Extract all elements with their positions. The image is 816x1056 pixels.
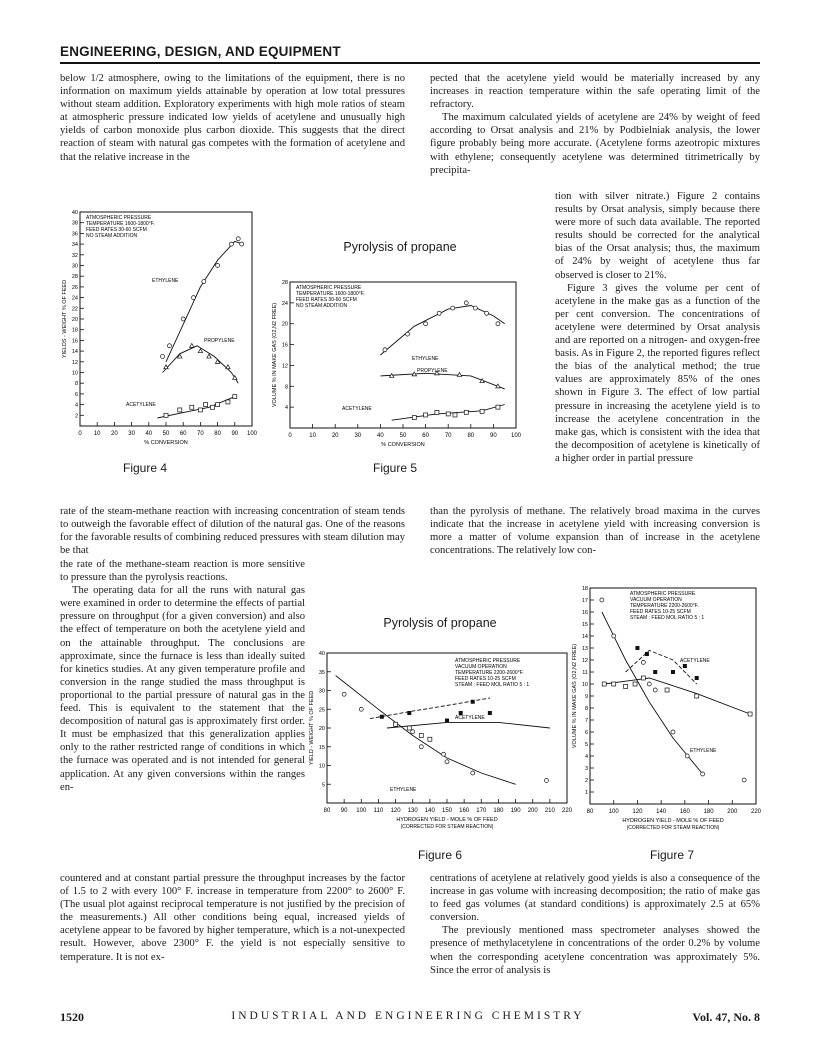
legend-text: FEED RATES 10-25 SCFM bbox=[630, 609, 691, 615]
data-point bbox=[192, 296, 196, 300]
y-tick-label: 2 bbox=[584, 778, 588, 784]
data-point bbox=[602, 682, 606, 686]
paragraph: pected that the acetylene yield would be materially increased by any increases in reaction temperature within the safe operating limit of the refractory. bbox=[430, 73, 760, 111]
y-tick-label: 35 bbox=[318, 669, 325, 676]
x-tick-label: 30 bbox=[128, 431, 135, 437]
data-point bbox=[412, 416, 416, 420]
x-axis-label: HYDROGEN YIELD - MOLE % OF FEED bbox=[622, 818, 724, 824]
x-tick-label: 60 bbox=[422, 433, 429, 439]
x-tick-label: 50 bbox=[162, 431, 170, 437]
data-point bbox=[624, 684, 628, 688]
x-tick-label: 70 bbox=[197, 431, 204, 437]
data-point bbox=[424, 413, 428, 417]
legend-text: TEMPERATURE 1600-1800°F. bbox=[86, 221, 155, 227]
y-tick-label: 2 bbox=[74, 413, 78, 420]
y-tick-label: 5 bbox=[321, 782, 325, 789]
legend-text: FEED RATES 30-60 SCFM bbox=[86, 227, 147, 233]
y-tick-label: 3 bbox=[584, 766, 588, 772]
col1-bottom bbox=[60, 872, 405, 964]
x-axis-sublabel: (CORRECTED FOR STEAM REACTION) bbox=[400, 824, 494, 830]
y-tick-label: 4 bbox=[284, 405, 288, 412]
y-tick-label: 9 bbox=[584, 694, 588, 700]
y-tick-label: 38 bbox=[71, 220, 78, 227]
y-tick-label: 20 bbox=[318, 726, 325, 732]
x-tick-label: 30 bbox=[354, 433, 362, 439]
x-tick-label: 100 bbox=[510, 433, 522, 439]
data-point bbox=[167, 344, 171, 348]
col1-top bbox=[60, 72, 405, 164]
data-point bbox=[544, 779, 548, 783]
y-tick-label: 40 bbox=[318, 651, 325, 657]
y-tick-label: 26 bbox=[71, 284, 78, 291]
x-tick-label: 190 bbox=[510, 808, 521, 814]
col1-narrow bbox=[60, 558, 305, 794]
x-tick-label: 180 bbox=[493, 808, 504, 814]
col2-top bbox=[430, 72, 760, 177]
data-point bbox=[380, 715, 384, 719]
data-point bbox=[451, 306, 455, 310]
y-tick-label: 34 bbox=[71, 242, 78, 249]
data-point bbox=[445, 760, 449, 764]
x-tick-label: 90 bbox=[231, 431, 239, 437]
y-tick-label: 17 bbox=[581, 598, 588, 604]
y-tick-label: 10 bbox=[318, 763, 325, 770]
legend-text: VACUUM OPERATION bbox=[630, 597, 682, 603]
y-tick-label: 11 bbox=[582, 670, 588, 676]
data-point bbox=[485, 311, 489, 315]
data-point bbox=[226, 365, 230, 369]
col2-mid bbox=[430, 505, 760, 557]
data-point bbox=[453, 413, 457, 417]
data-point bbox=[407, 711, 411, 715]
paragraph: The previously mentioned mass spectrometer analyses showed the presence of methylacetylene in concentrations of the order 0.2% by volume when the corresponding acetylene concentration was approximately 5%. Since the error of analysis is bbox=[430, 925, 760, 976]
x-tick-label: 160 bbox=[459, 808, 470, 814]
data-point bbox=[226, 400, 230, 404]
x-tick-label: 200 bbox=[727, 809, 738, 815]
x-tick-label: 170 bbox=[476, 808, 487, 814]
data-point bbox=[685, 754, 689, 758]
y-axis-label: VOLUME % IN MAKE GAS (O2,N2 FREE) bbox=[572, 643, 578, 749]
legend-text: TEMPERATURE 2200-2600°F. bbox=[455, 670, 524, 676]
x-tick-label: 220 bbox=[750, 809, 762, 815]
x-tick-label: 20 bbox=[111, 431, 118, 437]
data-point bbox=[612, 682, 616, 686]
data-point bbox=[471, 771, 475, 775]
series-label: PROPYLENE bbox=[417, 368, 448, 374]
legend-text: ATMOSPHERIC PRESSURE bbox=[296, 285, 362, 291]
paragraph: below 1/2 atmosphere, owing to the limitations of the equipment, there is no information on maximum yields attainable by operation at low total pressures without steam addition. Exploratory experiments with high mole ratios of steam at atmospheric pressure indicated low yields of acetylene and unusually high yields of carbon monoxide plus carbon dioxide. This suggests that the direct reaction of steam with natural gas competes with the formation of acetylene and that the relative increase in the bbox=[60, 73, 405, 163]
y-tick-label: 15 bbox=[318, 744, 325, 751]
y-tick-label: 18 bbox=[71, 327, 78, 334]
paragraph: countered and at constant partial pressure the throughput increases by the factor of 1.5 to 2 with every 100° F. increase in temperature from 2200° to 2600° F. (The usual plot against reciprocal temperature is not justified by the precision of the measurements.) All other conditions being equal, increased yields of acetylene appear to be favored by higher temperature, which is a not-unexpected result. However, above 2300° F. the yield is not especially sensitive to temperature. It is not ex- bbox=[60, 873, 405, 963]
col2-bottom bbox=[430, 872, 760, 977]
data-point bbox=[647, 682, 651, 686]
x-tick-label: 0 bbox=[78, 431, 82, 437]
x-tick-label: 80 bbox=[586, 809, 594, 815]
figure-4-chart bbox=[64, 206, 260, 454]
legend-text: ATMOSPHERIC PRESSURE bbox=[630, 591, 696, 597]
y-tick-label: 5 bbox=[584, 742, 588, 748]
data-point bbox=[473, 306, 477, 310]
paragraph: tion with silver nitrate.) Figure 2 contains results by Orsat analysis, simply because there were more of such data available. The reported results should be corrected for the analytical bias of the Orsat analysis; thus, the maximum of 24% by weight of acetylene thus far observed is closer to 21%. bbox=[555, 191, 760, 281]
x-tick-label: 180 bbox=[703, 809, 714, 815]
x-tick-label: 80 bbox=[467, 433, 475, 439]
data-point bbox=[653, 670, 657, 674]
data-point bbox=[419, 745, 423, 749]
legend-text: VACUUM OPERATION bbox=[455, 664, 507, 670]
x-tick-label: 80 bbox=[214, 431, 221, 437]
data-point bbox=[407, 726, 411, 730]
x-tick-label: 80 bbox=[323, 808, 331, 814]
y-tick-label: 16 bbox=[71, 338, 78, 345]
data-point bbox=[641, 676, 645, 680]
x-tick-label: 10 bbox=[93, 431, 101, 437]
x-tick-label: 20 bbox=[331, 433, 339, 439]
data-point bbox=[424, 322, 428, 326]
y-axis-label: YIELD - WEIGHT % OF FEED bbox=[309, 690, 315, 766]
paragraph: than the pyrolysis of methane. The relatively broad maxima in the curves indicate that the increase in acetylene yield with increasing conversion is more a matter of volume expansion than of increase in the acetylene concentrations. The relatively low con- bbox=[430, 506, 760, 557]
data-point bbox=[496, 322, 500, 326]
series-curve bbox=[157, 397, 234, 418]
data-point bbox=[216, 403, 220, 407]
paragraph: Figure 3 gives the volume per cent of acetylene in the make gas as a function of the per cent conversion. The concentrations of acetylene were determined by Orsat analysis and are reported on a nitrogen- and oxygen-free basis. As in Figure 2, the reported figures reflect the bias of the analytical method; the true values are approximately 85% of the ones shown in Figure 3. The effect of low partial pressure in increasing the acetylene yield is to increase the acetylene concentration in the make gas, which is consistent with the idea that the decomposition of acetylene is kinetically of a higher order in partial pressure bbox=[555, 282, 760, 464]
legend-text: NO STEAM ADDITION bbox=[86, 233, 138, 239]
series-curve bbox=[602, 612, 703, 774]
series-label: ETHYLENE bbox=[390, 787, 417, 793]
x-axis-label: % CONVERSION bbox=[381, 442, 425, 448]
y-tick-label: 6 bbox=[74, 391, 78, 398]
journal-name: INDUSTRIAL AND ENGINEERING CHEMISTRY bbox=[231, 1010, 585, 1022]
data-point bbox=[612, 634, 616, 638]
plot-frame bbox=[80, 212, 252, 426]
data-point bbox=[202, 280, 206, 284]
series-label: PROPYLENE bbox=[204, 338, 235, 344]
y-axis-label: YIELDS - WEIGHT % OF FEED bbox=[62, 279, 68, 359]
data-point bbox=[457, 373, 461, 377]
series-label: ACETYLENE bbox=[126, 402, 156, 408]
data-point bbox=[600, 598, 604, 602]
data-point bbox=[671, 670, 675, 674]
y-tick-label: 24 bbox=[281, 300, 288, 307]
y-tick-label: 15 bbox=[581, 622, 588, 628]
plot-frame bbox=[327, 653, 567, 803]
y-tick-label: 10 bbox=[71, 370, 78, 377]
data-point bbox=[210, 405, 214, 409]
y-tick-label: 13 bbox=[581, 646, 588, 652]
data-point bbox=[742, 778, 746, 782]
y-tick-label: 36 bbox=[71, 231, 78, 238]
data-point bbox=[464, 410, 468, 414]
legend-text: ATMOSPHERIC PRESSURE bbox=[455, 658, 521, 664]
series-label: ETHYLENE bbox=[152, 278, 179, 284]
paragraph: rate of the steam-methane reaction with increasing concentration of steam tends to outweigh the favorable effect of dilution of the natural gas. One of the reasons for the favorable results of combining reduced pressures with steam dilution may be that bbox=[60, 506, 405, 557]
data-point bbox=[178, 408, 182, 412]
page-number: 1520 bbox=[60, 1010, 84, 1024]
x-tick-label: 90 bbox=[490, 433, 497, 439]
data-point bbox=[198, 349, 202, 353]
data-point bbox=[236, 237, 240, 241]
x-tick-label: 100 bbox=[608, 809, 619, 815]
y-tick-label: 22 bbox=[71, 306, 78, 313]
series-label: ACETYLENE bbox=[455, 715, 485, 721]
x-axis-label: % CONVERSION bbox=[144, 440, 188, 446]
data-point bbox=[233, 395, 237, 399]
x-tick-label: 110 bbox=[373, 808, 384, 814]
volume-number: Vol. 47, No. 8 bbox=[692, 1010, 760, 1024]
data-point bbox=[437, 311, 441, 315]
x-tick-label: 40 bbox=[377, 433, 384, 439]
data-point bbox=[204, 403, 208, 407]
data-point bbox=[665, 688, 669, 692]
data-point bbox=[435, 410, 439, 414]
y-tick-label: 25 bbox=[318, 707, 325, 714]
legend-text: ATMOSPHERIC PRESSURE bbox=[86, 215, 152, 221]
figure-7-chart bbox=[560, 582, 762, 842]
y-tick-label: 12 bbox=[581, 658, 588, 664]
col2-narrow bbox=[555, 190, 760, 465]
y-tick-label: 16 bbox=[281, 342, 288, 349]
y-tick-label: 10 bbox=[581, 682, 588, 688]
x-tick-label: 70 bbox=[444, 433, 452, 439]
y-tick-label: 40 bbox=[71, 210, 78, 216]
paragraph: The operating data for all the runs with natural gas were examined in order to determine the effects of partial pressure on throughput (for a given conversion) and also the effect of temperature on both the acetylene yield and on the attainable throughput. The conclusions are approximate, since the furnace is less than ideally suited for kinetics studies. At any given temperature profile and conversion in the range studied the mass throughput is proportional to the partial pressure of natural gas in the feed. This is equivalent to the statement that the decomposition of natural gas is approximately first order. It must be emphasized that this generalization applies only to the rather restricted range of conditions in which the furnace was operated and is not intended for general application. At any given conversions within the ranges en- bbox=[60, 585, 305, 793]
y-tick-label: 6 bbox=[584, 730, 588, 736]
data-point bbox=[229, 242, 233, 246]
data-point bbox=[464, 301, 468, 305]
y-tick-label: 14 bbox=[71, 349, 78, 356]
data-point bbox=[496, 405, 500, 409]
y-tick-label: 7 bbox=[584, 718, 588, 724]
data-point bbox=[383, 348, 387, 352]
data-point bbox=[701, 772, 705, 776]
data-point bbox=[342, 692, 346, 696]
legend-text: NO STEAM ADDITION bbox=[296, 303, 348, 309]
x-tick-label: 150 bbox=[441, 808, 453, 814]
data-point bbox=[446, 412, 450, 416]
header-rule bbox=[60, 62, 760, 64]
data-point bbox=[471, 700, 475, 704]
y-tick-label: 20 bbox=[281, 321, 288, 328]
data-point bbox=[359, 707, 363, 711]
y-tick-label: 8 bbox=[284, 384, 288, 391]
figure-6-caption: Figure 6 bbox=[417, 848, 463, 862]
series-curve bbox=[604, 678, 750, 714]
legend-text: STEAM : FEED MOL RATIO 5 : 1 bbox=[630, 615, 705, 621]
data-point bbox=[207, 354, 211, 358]
page-header: ENGINEERING, DESIGN, AND EQUIPMENT bbox=[60, 44, 341, 59]
y-tick-label: 24 bbox=[71, 295, 78, 302]
data-point bbox=[645, 652, 649, 656]
x-tick-label: 50 bbox=[399, 433, 407, 439]
data-point bbox=[406, 332, 410, 336]
legend-text: FEED RATES 30-60 SCFM bbox=[296, 297, 357, 303]
data-point bbox=[683, 664, 687, 668]
figure-7-caption: Figure 7 bbox=[649, 848, 695, 862]
data-point bbox=[641, 660, 645, 664]
data-point bbox=[480, 409, 484, 413]
x-tick-label: 120 bbox=[632, 809, 643, 815]
x-tick-label: 40 bbox=[145, 431, 153, 437]
x-tick-label: 140 bbox=[656, 809, 667, 815]
x-axis-label: HYDROGEN YIELD - MOLE % OF FEED bbox=[396, 817, 498, 823]
col1-mid bbox=[60, 505, 405, 557]
y-tick-label: 28 bbox=[281, 280, 288, 286]
y-tick-label: 4 bbox=[584, 754, 588, 760]
x-tick-label: 220 bbox=[561, 808, 573, 814]
data-point bbox=[216, 264, 220, 268]
y-tick-label: 12 bbox=[281, 363, 288, 370]
legend-text: TEMPERATURE 2200-2600°F. bbox=[630, 603, 699, 609]
y-tick-label: 4 bbox=[74, 402, 78, 409]
x-tick-label: 160 bbox=[679, 809, 690, 815]
x-tick-label: 100 bbox=[246, 431, 258, 437]
data-point bbox=[635, 646, 639, 650]
legend-text: TEMPERATURE 1600-1800°F. bbox=[296, 291, 365, 297]
x-tick-label: 120 bbox=[390, 808, 401, 814]
data-point bbox=[161, 354, 165, 358]
paragraph: the rate of the methane-steam reaction is more sensitive to pressure than the pyrolysis reactions. bbox=[60, 559, 305, 584]
data-point bbox=[190, 405, 194, 409]
figure-4-caption: Figure 4 bbox=[122, 461, 168, 475]
data-point bbox=[190, 343, 194, 347]
x-tick-label: 60 bbox=[179, 431, 187, 437]
series-label: ETHYLENE bbox=[690, 748, 717, 754]
y-tick-label: 18 bbox=[581, 586, 588, 592]
legend-text: STEAM : FEED MOL RATIO 5 : 1 bbox=[455, 682, 530, 688]
x-tick-label: 130 bbox=[407, 808, 418, 814]
series-label: ETHYLENE bbox=[412, 356, 439, 362]
y-tick-label: 20 bbox=[71, 317, 78, 323]
y-tick-label: 30 bbox=[318, 688, 325, 695]
y-tick-label: 14 bbox=[581, 634, 588, 640]
data-point bbox=[653, 688, 657, 692]
data-point bbox=[488, 711, 492, 715]
x-tick-label: 90 bbox=[340, 808, 348, 814]
figure-5-caption: Figure 5 bbox=[372, 461, 418, 475]
x-tick-label: 210 bbox=[544, 808, 555, 814]
figure-5-chart bbox=[262, 276, 527, 456]
y-tick-label: 30 bbox=[71, 263, 78, 270]
y-axis-label: VOLUME % IN MAKE GAS (O2,N2 FREE) bbox=[272, 302, 278, 408]
series-curve bbox=[380, 373, 504, 389]
y-tick-label: 16 bbox=[581, 610, 588, 616]
data-point bbox=[164, 413, 168, 417]
y-tick-label: 8 bbox=[74, 381, 78, 388]
y-tick-label: 1 bbox=[584, 790, 588, 796]
series-label: ACETYLENE bbox=[342, 406, 372, 412]
paragraph: The maximum calculated yields of acetylene are 24% by weight of feed according to Orsat analysis and 21% by Podbielniak analysis, the lower figure probably being more accurate. (Acetylene forms azeotropic mixtures with ethylene; consequently acetylene was determined titrimetrically by precipita- bbox=[430, 112, 760, 176]
data-point bbox=[419, 734, 423, 738]
data-point bbox=[394, 722, 398, 726]
paragraph: centrations of acetylene at relatively good yields is also a consequence of the increase in gas volume with increasing decomposition; the ratio of make gas to feed gas volumes (at standard conditions) is approximately 2.5 at 65% conversion. bbox=[430, 873, 760, 924]
x-tick-label: 10 bbox=[309, 433, 316, 439]
data-point bbox=[445, 719, 449, 723]
y-tick-label: 32 bbox=[71, 252, 78, 259]
series-curve bbox=[336, 676, 516, 785]
y-tick-label: 12 bbox=[71, 359, 78, 366]
data-point bbox=[181, 317, 185, 321]
x-tick-label: 0 bbox=[288, 433, 292, 439]
data-point bbox=[695, 694, 699, 698]
x-tick-label: 140 bbox=[424, 808, 435, 814]
y-tick-label: 8 bbox=[584, 706, 588, 712]
data-point bbox=[633, 682, 637, 686]
fig45-title: Pyrolysis of propane bbox=[343, 240, 457, 254]
data-point bbox=[442, 752, 446, 756]
series-label: ACETYLENE bbox=[680, 658, 710, 664]
data-point bbox=[748, 712, 752, 716]
data-point bbox=[428, 737, 432, 741]
data-point bbox=[671, 730, 675, 734]
data-point bbox=[240, 242, 244, 246]
x-axis-sublabel: (CORRECTED FOR STEAM REACTION) bbox=[626, 825, 720, 831]
figure-6-chart bbox=[305, 645, 580, 835]
fig6-title: Pyrolysis of propane bbox=[383, 616, 497, 630]
data-point bbox=[695, 676, 699, 680]
y-tick-label: 28 bbox=[71, 274, 78, 281]
x-tick-label: 100 bbox=[356, 808, 367, 814]
x-tick-label: 200 bbox=[527, 808, 538, 814]
legend-text: FEED RATES 10-25 SCFM bbox=[455, 676, 516, 682]
data-point bbox=[198, 408, 202, 412]
